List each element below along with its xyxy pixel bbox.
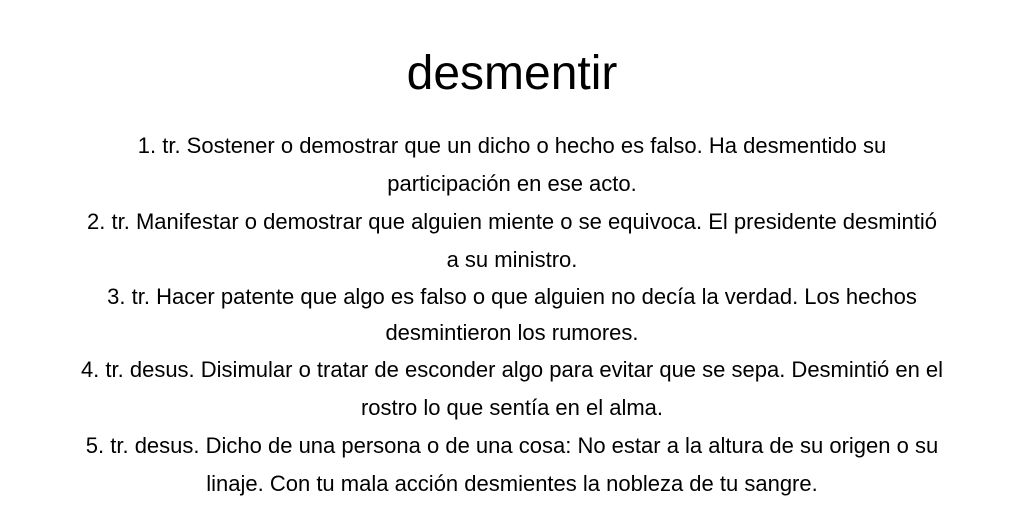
- definitions-list: [80, 127, 944, 503]
- definition-item: 4. tr. desus. Disimular o tratar de esconder algo para evitar que se sepa. Desmintió en el rostro lo que sentía en el alma.: [80, 357, 944, 420]
- definition-item: 3. tr. Hacer patente que algo es falso o que alguien no decía la verdad. Los hechos desmintieron los rumores.: [107, 284, 917, 345]
- definition-item: 5. tr. desus. Dicho de una persona o de una cosa: No estar a la altura de su origen o su linaje. Con tu mala acción desmientes la nobleza de tu sangre.: [85, 433, 939, 496]
- headword-title: desmentir: [406, 47, 618, 100]
- definition-item: 1. tr. Sostener o demostrar que un dicho o hecho es falso. Ha desmentido su participación en ese acto.: [137, 133, 887, 196]
- definition-item: 2. tr. Manifestar o demostrar que alguien miente o se equivoca. El presidente desmintió a su ministro.: [87, 209, 937, 272]
